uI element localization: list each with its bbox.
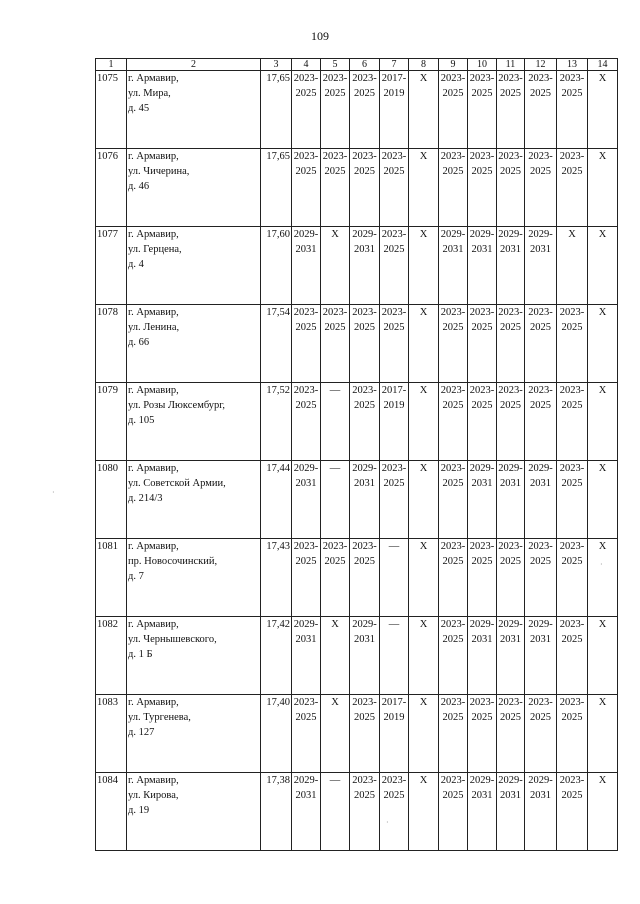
row-number: 1080 <box>96 461 127 539</box>
address-cell <box>127 227 261 305</box>
period-cell: 2023- 2025 <box>557 71 588 149</box>
period-cell: — <box>321 461 350 539</box>
address-line: г. Армавир, <box>128 73 179 84</box>
address-cell <box>127 617 261 695</box>
address-cell <box>127 383 261 461</box>
period-cell: 2023- 2025 <box>557 695 588 773</box>
period-cell: Х <box>588 773 618 851</box>
period-cell: 2023- 2025 <box>557 461 588 539</box>
period-cell: 2023- 2025 <box>468 695 497 773</box>
address-line: пр. Новосочинский, <box>128 556 218 567</box>
column-header: 1 <box>96 59 127 71</box>
address-cell <box>127 71 261 149</box>
period-cell: 2023- 2025 <box>292 539 321 617</box>
table-row <box>96 461 618 539</box>
address-line: г. Армавир, <box>128 541 179 552</box>
period-cell: 2023- 2025 <box>321 71 350 149</box>
address-cell <box>127 305 261 383</box>
period-cell: 2023- 2025 <box>350 71 380 149</box>
period-cell: 2023- 2025 <box>497 149 525 227</box>
period-cell: 2023- 2025 <box>439 773 468 851</box>
period-cell: 2029- 2031 <box>439 227 468 305</box>
period-cell: 2029- 2031 <box>525 773 557 851</box>
period-cell: 2023- 2025 <box>380 461 409 539</box>
address-line: г. Армавир, <box>128 385 179 396</box>
address-line: г. Армавир, <box>128 151 179 162</box>
period-cell: 2023- 2025 <box>468 149 497 227</box>
period-cell: 2029- 2031 <box>525 617 557 695</box>
period-cell: 2023- 2025 <box>321 539 350 617</box>
column-header: 8 <box>409 59 439 71</box>
address-line: г. Армавир, <box>128 307 179 318</box>
period-cell: 2023- 2025 <box>321 149 350 227</box>
period-cell: 2029- 2031 <box>497 461 525 539</box>
address-line: д. 214/3 <box>128 493 163 504</box>
period-cell: 2023- 2025 <box>557 617 588 695</box>
period-cell: — <box>380 617 409 695</box>
period-cell: 2017- 2019 <box>380 695 409 773</box>
column-header: 2 <box>127 59 261 71</box>
period-cell: Х <box>588 383 618 461</box>
period-cell: 2023- 2025 <box>525 383 557 461</box>
address-cell <box>127 695 261 773</box>
row-number: 1075 <box>96 71 127 149</box>
period-cell: 2023- 2025 <box>350 695 380 773</box>
address-line: д. 46 <box>128 181 150 192</box>
period-cell: Х <box>409 71 439 149</box>
address-line: г. Армавир, <box>128 463 179 474</box>
period-cell: 2023- 2025 <box>525 539 557 617</box>
column-header: 12 <box>525 59 557 71</box>
period-cell: 2023- 2025 <box>525 305 557 383</box>
address-cell <box>127 539 261 617</box>
period-cell: 2023- 2025 <box>292 383 321 461</box>
row-number: 1078 <box>96 305 127 383</box>
table-row <box>96 695 618 773</box>
period-cell: 2023- 2025 <box>557 383 588 461</box>
row-number: 1079 <box>96 383 127 461</box>
column-header: 10 <box>468 59 497 71</box>
table-row <box>96 227 618 305</box>
period-cell: 2023- 2025 <box>497 305 525 383</box>
period-cell: 2023- 2025 <box>525 695 557 773</box>
period-cell: 2023- 2025 <box>439 461 468 539</box>
period-cell: Х <box>588 461 618 539</box>
table-row <box>96 383 618 461</box>
address-line: ул. Герцена, <box>128 244 182 255</box>
period-cell: 2023- 2025 <box>350 305 380 383</box>
address-line: д. 45 <box>128 103 150 114</box>
address-line: ул. Ленина, <box>128 322 180 333</box>
period-cell: 2023- 2025 <box>380 305 409 383</box>
period-cell: 2023- 2025 <box>468 305 497 383</box>
period-cell: 2023- 2025 <box>557 773 588 851</box>
scan-speck: · <box>386 818 389 827</box>
period-cell: 2023- 2025 <box>292 695 321 773</box>
period-cell: 2023- 2025 <box>380 149 409 227</box>
value-cell: 17,38 <box>261 773 292 851</box>
period-cell: 2029- 2031 <box>497 773 525 851</box>
period-cell: Х <box>321 617 350 695</box>
period-cell: 2023- 2025 <box>439 539 468 617</box>
period-cell: 2023- 2025 <box>292 71 321 149</box>
address-cell <box>127 773 261 851</box>
period-cell: 2023- 2025 <box>468 71 497 149</box>
period-cell: 2029- 2031 <box>350 461 380 539</box>
period-cell: Х <box>409 383 439 461</box>
value-cell: 17,52 <box>261 383 292 461</box>
period-cell: 2023- 2025 <box>439 71 468 149</box>
column-header: 13 <box>557 59 588 71</box>
period-cell: 2029- 2031 <box>292 461 321 539</box>
address-line: д. 4 <box>128 259 144 270</box>
period-cell: 2023- 2025 <box>292 149 321 227</box>
row-number: 1084 <box>96 773 127 851</box>
period-cell: Х <box>409 617 439 695</box>
period-cell: 2023- 2025 <box>321 305 350 383</box>
table-row <box>96 539 618 617</box>
period-cell: Х <box>321 227 350 305</box>
period-cell: 2023- 2025 <box>380 773 409 851</box>
address-line: г. Армавир, <box>128 697 179 708</box>
period-cell: 2017- 2019 <box>380 383 409 461</box>
period-cell: 2023- 2025 <box>380 227 409 305</box>
period-cell: Х <box>409 227 439 305</box>
column-header: 4 <box>292 59 321 71</box>
scan-speck: · <box>52 488 55 497</box>
column-header: 9 <box>439 59 468 71</box>
period-cell: 2023- 2025 <box>439 617 468 695</box>
column-header: 7 <box>380 59 409 71</box>
period-cell: Х <box>588 695 618 773</box>
period-cell: 2023- 2025 <box>439 305 468 383</box>
page-number: 109 <box>311 29 329 43</box>
period-cell: 2023- 2025 <box>497 695 525 773</box>
address-line: д. 1 Б <box>128 649 153 660</box>
period-cell: — <box>321 383 350 461</box>
period-cell: Х <box>409 305 439 383</box>
value-cell: 17,60 <box>261 227 292 305</box>
period-cell: 2029- 2031 <box>292 773 321 851</box>
period-cell: 2029- 2031 <box>468 773 497 851</box>
period-cell: Х <box>409 461 439 539</box>
address-line: д. 7 <box>128 571 144 582</box>
address-line: ул. Чернышевского, <box>128 634 217 645</box>
period-cell: Х <box>588 227 618 305</box>
row-number: 1082 <box>96 617 127 695</box>
table-row <box>96 71 618 149</box>
period-cell: 2023- 2025 <box>497 71 525 149</box>
table-row <box>96 773 618 851</box>
value-cell: 17,40 <box>261 695 292 773</box>
period-cell: Х <box>409 773 439 851</box>
address-line: ул. Розы Люксембург, <box>128 400 226 411</box>
period-cell: — <box>380 539 409 617</box>
period-cell: 2017- 2019 <box>380 71 409 149</box>
address-line: д. 19 <box>128 805 150 816</box>
header-row <box>96 59 618 71</box>
period-cell: 2023- 2025 <box>525 71 557 149</box>
period-cell: 2023- 2025 <box>468 383 497 461</box>
value-cell: 17,42 <box>261 617 292 695</box>
table-row <box>96 305 618 383</box>
period-cell: 2023- 2025 <box>350 539 380 617</box>
period-cell: Х <box>409 149 439 227</box>
period-cell: 2029- 2031 <box>350 617 380 695</box>
address-line: д. 105 <box>128 415 155 426</box>
period-cell: 2029- 2031 <box>497 617 525 695</box>
period-cell: Х <box>557 227 588 305</box>
address-line: ул. Советской Армии, <box>128 478 226 489</box>
row-number: 1077 <box>96 227 127 305</box>
period-cell: 2029- 2031 <box>525 227 557 305</box>
period-cell: 2029- 2031 <box>468 617 497 695</box>
address-line: ул. Кирова, <box>128 790 179 801</box>
column-header: 14 <box>588 59 618 71</box>
period-cell: 2023- 2025 <box>557 539 588 617</box>
period-cell: Х <box>588 617 618 695</box>
value-cell: 17,65 <box>261 71 292 149</box>
period-cell: 2023- 2025 <box>439 149 468 227</box>
period-cell: 2023- 2025 <box>557 149 588 227</box>
period-cell: — <box>321 773 350 851</box>
scan-speck: · <box>600 560 603 569</box>
column-header: 5 <box>321 59 350 71</box>
period-cell: 2023- 2025 <box>350 773 380 851</box>
period-cell: 2029- 2031 <box>350 227 380 305</box>
address-line: ул. Тургенева, <box>128 712 191 723</box>
period-cell: Х <box>321 695 350 773</box>
registry-table <box>95 58 618 851</box>
address-line: д. 127 <box>128 727 155 738</box>
period-cell: 2029- 2031 <box>468 227 497 305</box>
address-line: д. 66 <box>128 337 150 348</box>
period-cell: 2023- 2025 <box>292 305 321 383</box>
address-line: г. Армавир, <box>128 775 179 786</box>
table-row <box>96 149 618 227</box>
period-cell: 2023- 2025 <box>525 149 557 227</box>
address-cell <box>127 149 261 227</box>
address-line: г. Армавир, <box>128 619 179 630</box>
address-line: г. Армавир, <box>128 229 179 240</box>
value-cell: 17,54 <box>261 305 292 383</box>
period-cell: 2023- 2025 <box>350 383 380 461</box>
value-cell: 17,65 <box>261 149 292 227</box>
period-cell: 2023- 2025 <box>350 149 380 227</box>
period-cell: 2029- 2031 <box>292 617 321 695</box>
period-cell: 2023- 2025 <box>439 695 468 773</box>
address-line: ул. Чичерина, <box>128 166 190 177</box>
period-cell: Х <box>409 695 439 773</box>
period-cell: Х <box>409 539 439 617</box>
period-cell: Х <box>588 305 618 383</box>
period-cell: 2023- 2025 <box>468 539 497 617</box>
period-cell: 2023- 2025 <box>439 383 468 461</box>
row-number: 1081 <box>96 539 127 617</box>
period-cell: 2029- 2031 <box>497 227 525 305</box>
column-header: 11 <box>497 59 525 71</box>
period-cell: 2029- 2031 <box>468 461 497 539</box>
row-number: 1076 <box>96 149 127 227</box>
period-cell: 2029- 2031 <box>525 461 557 539</box>
value-cell: 17,43 <box>261 539 292 617</box>
row-number: 1083 <box>96 695 127 773</box>
period-cell: Х <box>588 149 618 227</box>
column-header: 6 <box>350 59 380 71</box>
period-cell: 2029- 2031 <box>292 227 321 305</box>
period-cell: 2023- 2025 <box>557 305 588 383</box>
period-cell: 2023- 2025 <box>497 539 525 617</box>
table-row <box>96 617 618 695</box>
address-line: ул. Мира, <box>128 88 171 99</box>
column-header: 3 <box>261 59 292 71</box>
period-cell: 2023- 2025 <box>497 383 525 461</box>
period-cell: Х <box>588 71 618 149</box>
period-cell: Х <box>588 539 618 617</box>
value-cell: 17,44 <box>261 461 292 539</box>
address-cell <box>127 461 261 539</box>
